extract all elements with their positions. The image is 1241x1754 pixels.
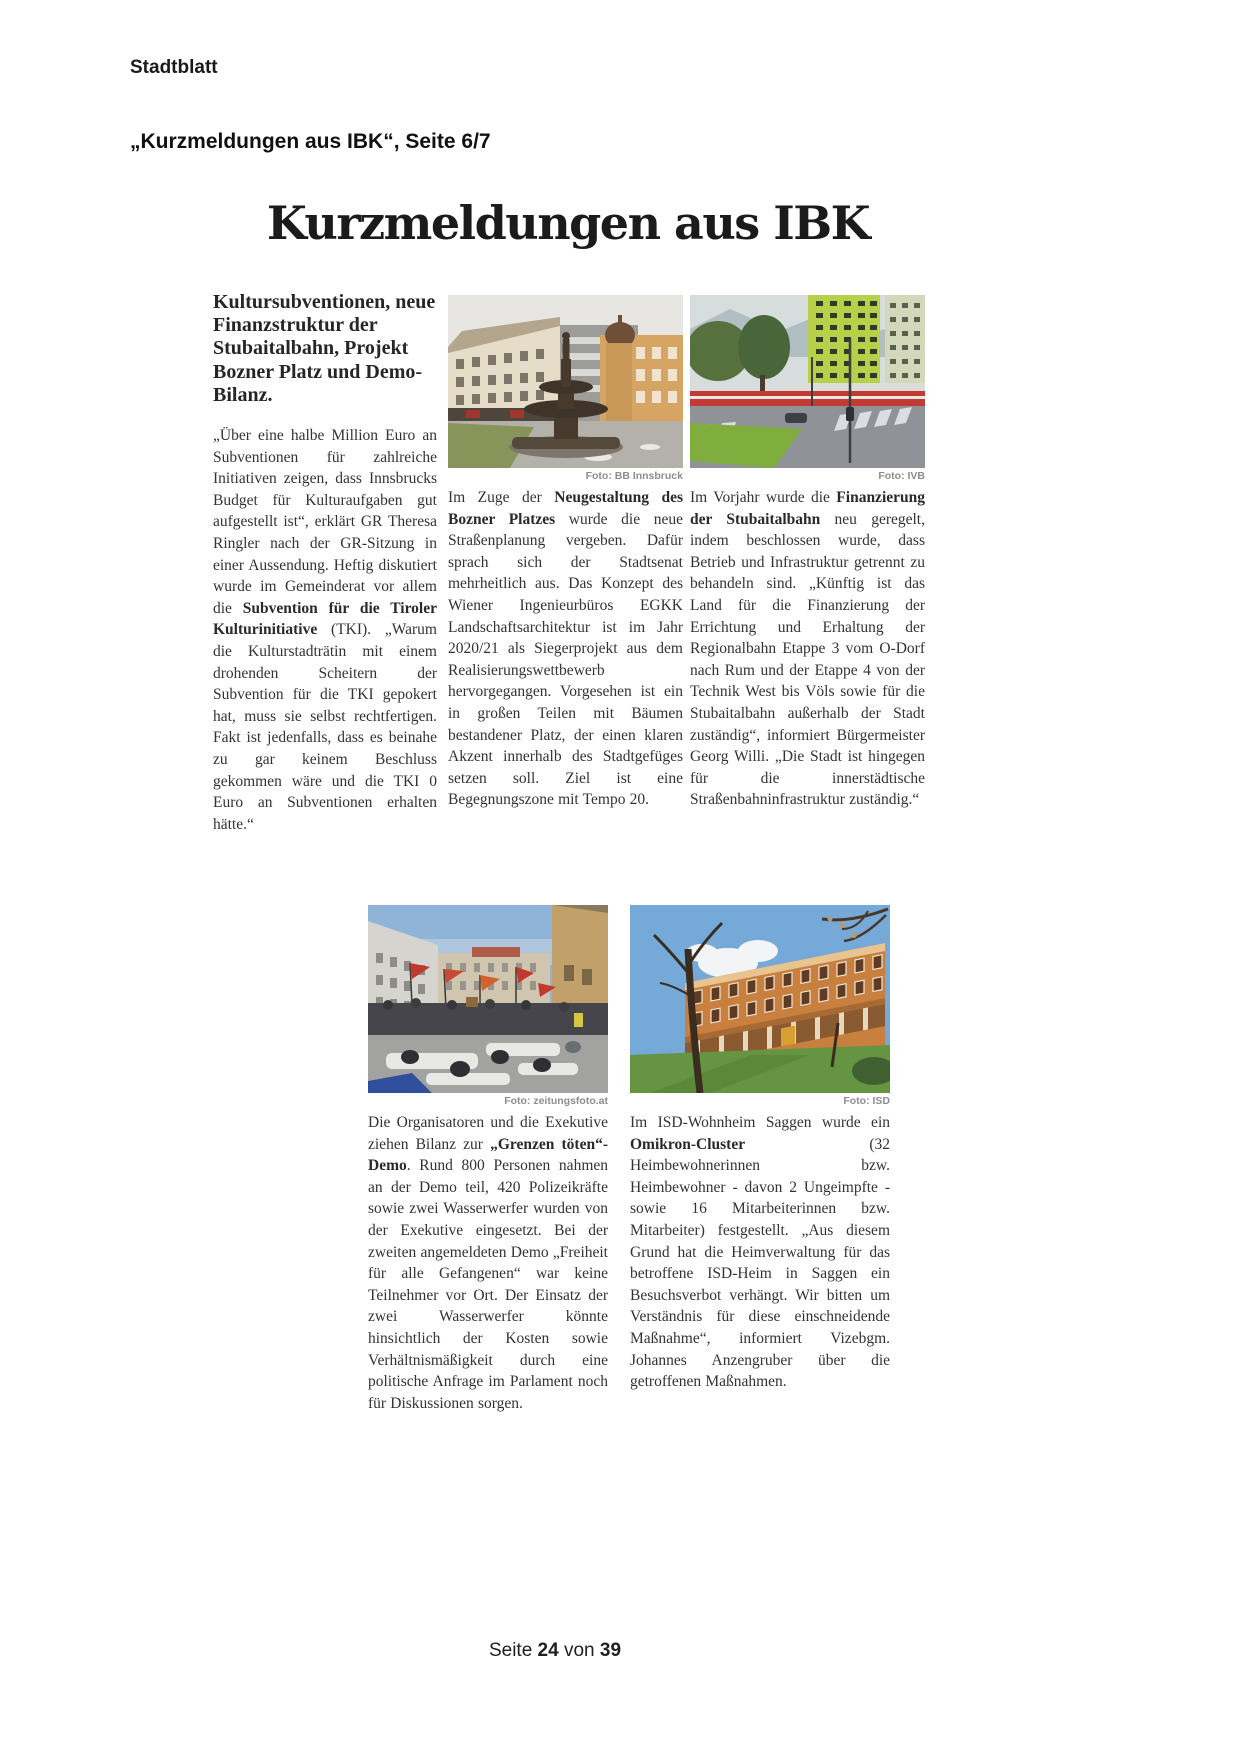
footer-current-page: 24 [537, 1640, 559, 1661]
article-column-bozner-platz: Im Zuge der Neugestaltung des Bozner Platzes wurde die neue Straßenplanung vergeben. Dafür sprach sich der Stadtsenat mehrheitlich aus. Das Konzept des Wiener Ingenieurbüros EGKK Landschaftsarchitektur ist im Jahr 2020/21 als Siegerprojekt aus dem Realisierungswettbewerb hervorgegangen. Vorgesehen ist ein in großen Teilen mit Bäumen bestandener Platz, der einen klaren Akzent innerhalb des Stadtgefüges setzen soll. Ziel ist eine Begegnungszone mit Tempo 20. [448, 489, 683, 809]
article-column-stubaitalbahn: Im Vorjahr wurde die Finanzierung der Stubaitalbahn neu geregelt, indem beschlossen wurde, dass Betrieb und Infrastruktur getrennt zu behandeln sind. „Künftig ist das Land für die Finanzierung der Errichtung und Erhaltung der Regionalbahn Etappe 3 vom O-Dorf nach Rum und der Etappe 4 von der Technik West bis Völs sowie für die Stubaitalbahn außerhalb der Stadt zuständig“, informiert Bürgermeister Georg Willi. „Die Stadt ist hingegen für die innerstädtische Straßenbahninfrastruktur zuständig.“ [690, 489, 925, 809]
footer-label-seite: Seite [488, 1640, 533, 1661]
article-headline: Kurzmeldungen aus IBK [266, 196, 870, 250]
photo-caption: Foto: ISD [843, 1095, 890, 1107]
article-block-demo [368, 905, 608, 1414]
article-block-bozner-platz [448, 295, 683, 811]
photo-caption: Foto: IVB [878, 470, 925, 482]
document-title: „Kurzmeldungen aus IBK“, Seite 6/7 [130, 130, 491, 153]
newspaper-clipping [205, 196, 931, 1466]
isd-wohnheim-saggen-photo [630, 905, 890, 1093]
grenzen-toeten-demo-photo [368, 905, 608, 1093]
bozner-platz-fountain-photo [448, 295, 683, 468]
stubaitalbahn-intersection-photo [690, 295, 925, 468]
article-column-demo: Die Organisatoren und die Exekutive ziehen Bilanz zur „Grenzen töten“-Demo. Rund 800 Personen nahmen an der Demo teil, 420 Polizeikräfte sowie zwei Wasserwerfer wurden von der Exekutive eingesetzt. Bei der zweiten angemeldeten Demo „Freiheit für alle Gefangenen“ war keine Teilnehmer vor Ort. Der Einsatz der zwei Wasserwerfer könnte hinsichtlich der Kosten sowie Verhältnismäßigkeit durch eine politische Anfrage im Parlament noch für Diskussionen sorgen. [368, 1114, 608, 1412]
article-column-omikron: Im ISD-Wohnheim Saggen wurde ein Omikron-Cluster (32 Heimbewohnerinnen bzw. Heimbewohner - davon 2 Ungeimpfte - sowie 16 Mitarbeiterinnen bzw. Mitarbeiter) festgestellt. „Aus diesem Grund hat die Heimverwaltung für das betroffene ISD-Heim in Saggen ein Besuchsverbot verhängt. Wir bitten um Verständnis für diese einschneidende Maßnahme“, informiert Vizebgm. Johannes Anzengruber über die getroffenen Maßnahmen. [630, 1114, 890, 1391]
footer-total-pages: 39 [599, 1640, 622, 1661]
article-block-stubaitalbahn [690, 295, 925, 811]
publication-brand: Stadtblatt [130, 57, 218, 78]
article-block-omikron [630, 905, 890, 1393]
photo-caption: Foto: BB Innsbruck [585, 470, 683, 482]
footer-label-von: von [563, 1640, 595, 1661]
tram [690, 391, 925, 406]
article-intro: Kultursubventionen, neue Finanzstruktur der Stubaitalbahn, Projekt Bozner Platz und Demo-Bilanz. [213, 291, 436, 406]
photo-caption: Foto: zeitungsfoto.at [504, 1095, 608, 1107]
page-number-footer [0, 1640, 1110, 1662]
article-column-kultursubventionen: „Über eine halbe Million Euro an Subventionen für zahlreiche Initiativen zeigen, dass Innsbrucks Budget für Kulturaufgaben gut aufgestellt ist“, erklärt GR Theresa Ringler nach der GR-Sitzung in einer Aussendung. Heftig diskutiert wurde im Gemeinderat vor allem die Subvention für die Tiroler Kulturinitiative (TKI). „Warum die Kulturstadträtin mit einem drohenden Scheitern der Subvention für die TKI gepokert hat, muss sie selbst rechtfertigen. Fakt ist jedenfalls, dass es beinahe zu gar keinem Beschluss gekommen wäre und die TKI 0 Euro an Subventionen erhalten hätte.“ [213, 427, 437, 833]
